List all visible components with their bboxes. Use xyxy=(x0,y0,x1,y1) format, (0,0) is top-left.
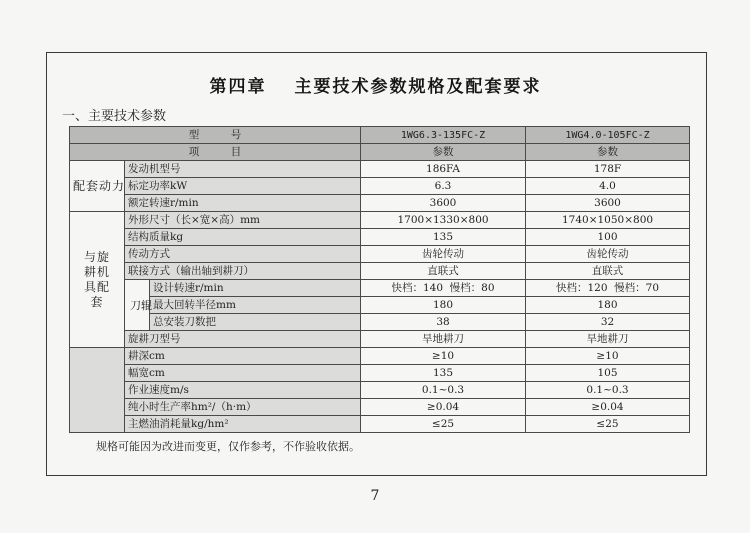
table-row xyxy=(70,178,690,195)
header-row-item xyxy=(70,144,690,161)
row-value-1: 135 xyxy=(361,229,526,246)
param-label-1: 参数 xyxy=(361,144,526,161)
row-value-2: 32 xyxy=(526,314,690,331)
table-row xyxy=(70,382,690,399)
table-row xyxy=(70,280,690,297)
row-item: 传动方式 xyxy=(125,246,361,263)
row-item: 联接方式（输出轴到耕刀） xyxy=(125,263,361,280)
row-value-1: 齿轮传动 xyxy=(361,246,526,263)
row-value-2: 178F xyxy=(526,161,690,178)
row-value-2: 100 xyxy=(526,229,690,246)
group-tiller: 刀辊 xyxy=(125,280,150,331)
section-heading: 一、主要技术参数 xyxy=(62,109,167,124)
table-row xyxy=(70,416,690,433)
spec-table xyxy=(69,126,690,433)
row-value-1: ≥0.04 xyxy=(361,399,526,416)
row-value-1: 直联式 xyxy=(361,263,526,280)
table-row xyxy=(70,212,690,229)
group-rotary: 与旋耕机具配套 xyxy=(70,212,125,348)
disclaimer-note: 规格可能因为改进而变更，仅作参考，不作验收依据。 xyxy=(96,440,360,453)
row-value-1: 135 xyxy=(361,365,526,382)
table-row xyxy=(70,314,690,331)
row-item: 总安装刀数把 xyxy=(150,314,361,331)
row-item: 纯小时生产率hm²/（h·m） xyxy=(125,399,361,416)
row-value-2: ≤25 xyxy=(526,416,690,433)
table-row xyxy=(70,348,690,365)
model-2: 1WG4.0-105FC-Z xyxy=(526,127,690,144)
row-value-2: ≥0.04 xyxy=(526,399,690,416)
row-value-2: 3600 xyxy=(526,195,690,212)
row-item: 标定功率kW xyxy=(125,178,361,195)
row-item: 最大回转半径mm xyxy=(150,297,361,314)
row-value-1: 180 xyxy=(361,297,526,314)
row-value-1: 1700×1330×800 xyxy=(361,212,526,229)
row-value-2: 齿轮传动 xyxy=(526,246,690,263)
table-row xyxy=(70,229,690,246)
row-value-1: 3600 xyxy=(361,195,526,212)
chapter-heading: 主要技术参数规格及配套要求 xyxy=(294,77,542,97)
row-value-2: 直联式 xyxy=(526,263,690,280)
table-row xyxy=(70,331,690,348)
row-value-1: 186FA xyxy=(361,161,526,178)
table-row xyxy=(70,263,690,280)
param-label-2: 参数 xyxy=(526,144,690,161)
row-item: 耕深cm xyxy=(125,348,361,365)
group-performance xyxy=(70,348,125,433)
table-row xyxy=(70,399,690,416)
row-value-2: 4.0 xyxy=(526,178,690,195)
row-value-1: 旱地耕刀 xyxy=(361,331,526,348)
table-row xyxy=(70,246,690,263)
row-value-1: ≥10 xyxy=(361,348,526,365)
group-engine: 配套动力 xyxy=(70,161,125,212)
row-item: 主燃油消耗量kg/hm² xyxy=(125,416,361,433)
row-value-2: ≥10 xyxy=(526,348,690,365)
row-value-1: ≤25 xyxy=(361,416,526,433)
row-value-2: 1740×1050×800 xyxy=(526,212,690,229)
model-1: 1WG6.3-135FC-Z xyxy=(361,127,526,144)
row-value-1: 快档：140 慢档：80 xyxy=(361,280,526,297)
row-value-2: 105 xyxy=(526,365,690,382)
row-item: 旋耕刀型号 xyxy=(125,331,361,348)
table-row xyxy=(70,365,690,382)
row-value-2: 快档：120 慢档：70 xyxy=(526,280,690,297)
model-label: 型 号 xyxy=(70,127,361,144)
header-row-model xyxy=(70,127,690,144)
row-value-2: 0.1~0.3 xyxy=(526,382,690,399)
row-value-2: 旱地耕刀 xyxy=(526,331,690,348)
chapter-number: 第四章 xyxy=(209,77,267,97)
row-value-2: 180 xyxy=(526,297,690,314)
table-row xyxy=(70,161,690,178)
row-item: 结构质量kg xyxy=(125,229,361,246)
row-value-1: 38 xyxy=(361,314,526,331)
row-item: 幅宽cm xyxy=(125,365,361,382)
row-item: 外形尺寸（长×宽×高）mm xyxy=(125,212,361,229)
row-value-1: 0.1~0.3 xyxy=(361,382,526,399)
row-item: 发动机型号 xyxy=(125,161,361,178)
item-label: 项 目 xyxy=(70,144,361,161)
page-number: 7 xyxy=(370,488,380,504)
row-item: 作业速度m/s xyxy=(125,382,361,399)
table-row xyxy=(70,297,690,314)
row-value-1: 6.3 xyxy=(361,178,526,195)
row-item: 设计转速r/min xyxy=(150,280,361,297)
table-row xyxy=(70,195,690,212)
chapter-title xyxy=(46,72,705,97)
row-item: 额定转速r/min xyxy=(125,195,361,212)
